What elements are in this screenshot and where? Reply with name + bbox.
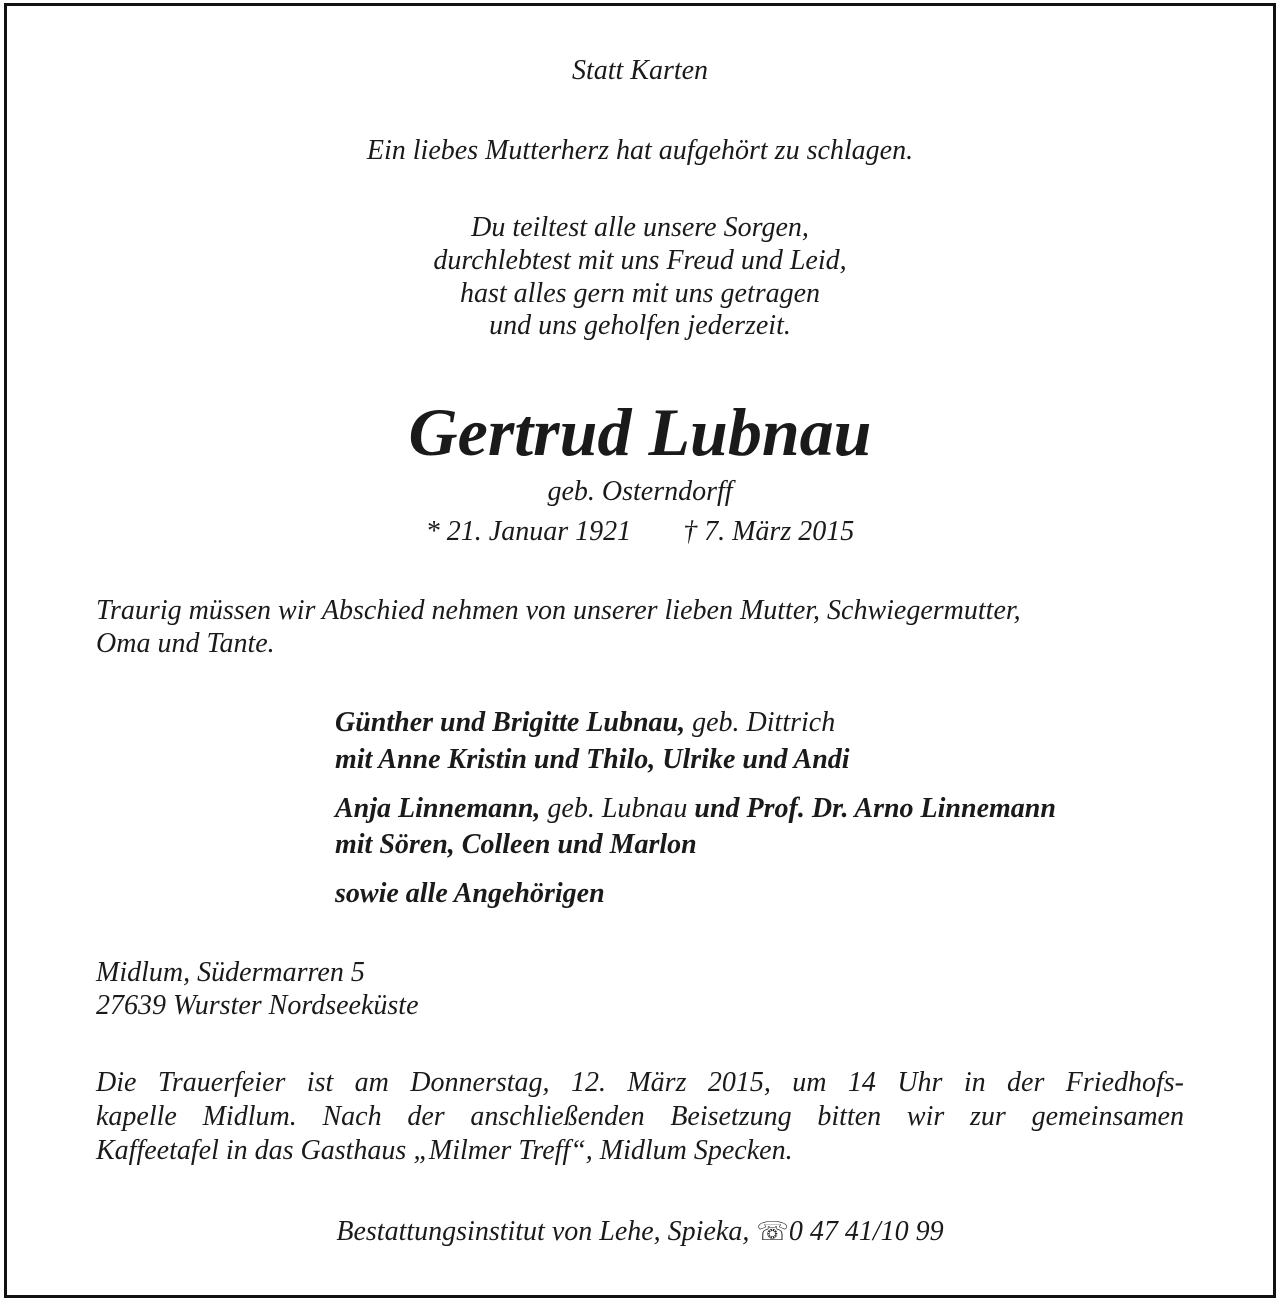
life-dates <box>0 515 1280 548</box>
poem-line: hast alles gern mit uns getragen <box>459 278 821 309</box>
family-line: sowie alle Angehörigen <box>335 878 605 909</box>
service-line: Die Trauerfeier ist am Donnerstag, 12. März 2015, um 14 Uhr in der Friedhofs- <box>96 1067 1184 1098</box>
service-line: kapelle Midlum. Nach der anschließenden Beisetzung bitten wir zur gemeinsamen <box>96 1101 1184 1132</box>
family-line <box>335 792 1056 825</box>
family-name: und Prof. Dr. Arno Linnemann <box>694 793 1056 824</box>
poem-line: und uns geholfen jederzeit. <box>489 310 791 341</box>
phone-number: 0 47 41/10 99 <box>788 1216 944 1247</box>
birth-date: * 21. Januar 1921 <box>425 516 632 547</box>
family-name: Anja Linnemann, <box>335 793 541 824</box>
family-maiden: geb. Dittrich <box>685 707 836 738</box>
address-line: 27639 Wurster Nordseeküste <box>96 990 419 1021</box>
family-maiden: geb. Lubnau <box>540 793 695 824</box>
family-line: mit Anne Kristin und Thilo, Ulrike und Andi <box>335 744 850 775</box>
deceased-name: Gertrud Lubnau <box>408 394 872 470</box>
address-line: Midlum, Südermarren 5 <box>96 957 365 988</box>
poem-line: Du teiltest alle unsere Sorgen, <box>471 212 809 243</box>
intro-line: Ein liebes Mutterherz hat aufgehört zu schlagen. <box>366 135 914 166</box>
message-line: Traurig müssen wir Abschied nehmen von unserer lieben Mutter, Schwiegermutter, <box>96 595 1021 626</box>
telephone-icon: ☏ <box>756 1217 789 1246</box>
message-line: Oma und Tante. <box>96 628 275 659</box>
funeral-home: Bestattungsinstitut von Lehe, Spieka, <box>336 1216 750 1247</box>
poem-line: durchlebtest mit uns Freud und Leid, <box>433 245 847 276</box>
maiden-name: geb. Osterndorff <box>547 476 733 507</box>
family-line: mit Sören, Colleen und Marlon <box>335 829 697 860</box>
family-name: Günther und Brigitte Lubnau, <box>335 707 686 738</box>
family-line <box>335 706 835 739</box>
footer <box>0 1215 1280 1248</box>
service-line: Kaffeetafel in das Gasthaus „Milmer Treff“, Midlum Specken. <box>96 1135 793 1166</box>
heading: Statt Karten <box>571 55 709 86</box>
death-date: † 7. März 2015 <box>683 516 855 547</box>
